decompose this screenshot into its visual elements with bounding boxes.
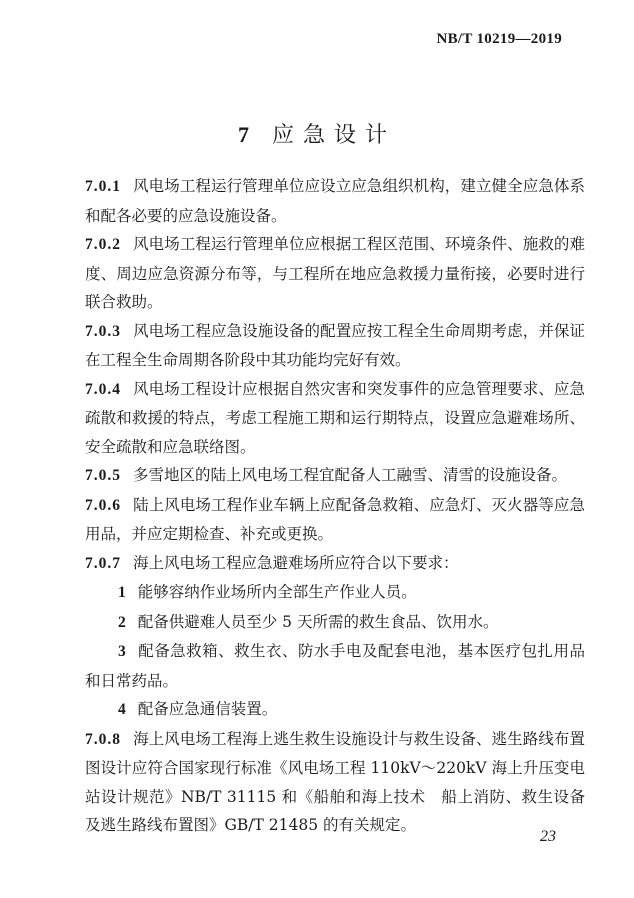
item-text: 配备供避难人员至少 5 天所需的救生食品、饮用水。 [137,612,499,631]
list-item [85,695,585,725]
item-text: 能够容纳作业场所内全部生产作业人员。 [137,583,417,601]
item-number: 4 [118,701,126,718]
clause-number: 7.0.5 [85,467,121,484]
list-item [85,578,585,608]
clause-text: 风电场工程应急设施设备的配置应按工程全生命周期考虑，并保证在工程全生命周期各阶段中其功能均完好有效。 [85,321,585,369]
item-number: 2 [118,613,126,631]
list-item [85,637,585,695]
chapter-title [0,118,634,149]
standard-code: NB/T 10219—2019 [436,31,562,47]
clause-text: 海上风电场工程海上逃生救生设施设计与救生设备、逃生路线布置图设计应符合国家现行标准《风电场工程 110kV～220kV 海上升压变电站设计规范》NB/T 31115 和《船舶和海上技术 船上消防、救生设备及逃生路线布置图》GB/T 21485 的有关规定。 [85,729,585,834]
clause-7-0-7 [85,549,585,579]
clause-number: 7.0.1 [85,178,121,195]
clause-7-0-6 [85,491,585,549]
item-text: 配备应急通信装置。 [137,700,278,718]
list-item [85,608,585,638]
item-text: 配备急救箱、救生衣、防水手电及配套电池，基本医疗包扎用品和日常药品。 [85,642,585,690]
clause-text: 陆上风电场工程作业车辆上应配备急救箱、应急灯、灭火器等应急用品，并应定期检查、补充或更换。 [85,495,585,543]
clause-number: 7.0.8 [85,730,121,748]
clause-7-0-4 [85,375,585,462]
page-number: 23 [540,828,556,845]
chapter-title-text: 应急设计 [271,123,396,148]
clause-text: 风电场工程设计应根据自然灾害和突发事件的应急管理要求、应急疏散和救援的特点，考虑工程施工期和运行期特点，设置应急避难场所、安全疏散和应急联络图。 [85,379,585,456]
clause-text: 多雪地区的陆上风电场工程宜配备人工融雪、清雪的设施设备。 [133,466,568,484]
clause-text: 海上风电场工程应急避难场所应符合以下要求： [133,553,459,572]
clause-number: 7.0.3 [85,322,121,340]
clause-text: 风电场工程运行管理单位应根据工程区范围、环境条件、施救的难度、周边应急资源分布等，与工程所在地应急救援力量衔接，必要时进行联合救助。 [85,235,585,311]
clause-7-0-1 [85,172,585,230]
clause-text: 风电场工程运行管理单位应设立应急组织机构，建立健全应急体系和配各必要的应急设施设备。 [85,177,585,225]
body-text [85,172,585,840]
item-number: 3 [118,643,126,660]
clause-7-0-5 [85,461,585,491]
clause-7-0-3 [85,317,585,375]
clause-7-0-8 [85,725,585,840]
clause-number: 7.0.6 [85,496,121,514]
item-number: 1 [118,584,126,601]
clause-number: 7.0.7 [85,554,121,572]
clause-number: 7.0.2 [85,236,121,253]
chapter-number: 7 [237,122,258,147]
clause-7-0-2 [85,230,585,317]
clause-number: 7.0.4 [85,380,121,398]
